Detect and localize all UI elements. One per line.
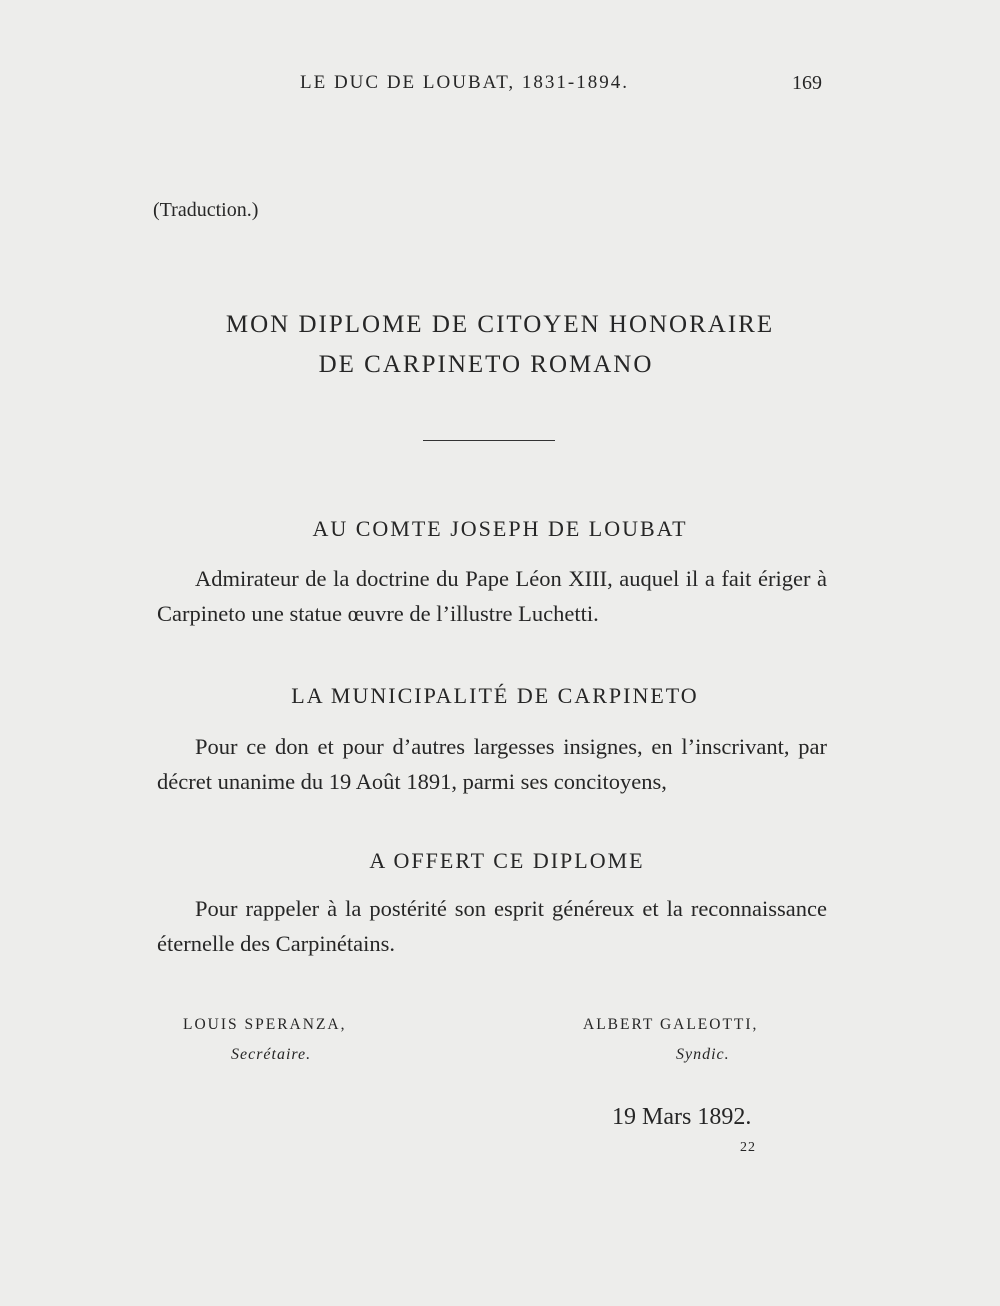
running-head: LE DUC DE LOUBAT, 1831-1894. [300, 72, 630, 93]
document-title-line-2: DE CARPINETO ROMANO [318, 351, 654, 378]
title-divider [423, 440, 555, 441]
paragraph-dedication [157, 561, 827, 631]
paragraph-decree [157, 729, 827, 799]
signature-right-title: Syndic. [676, 1046, 730, 1063]
document-date: 19 Mars 1892. [612, 1104, 752, 1130]
offer-heading: A OFFERT CE DIPLOME [369, 848, 645, 873]
signature-left-name: LOUIS SPERANZA, [183, 1016, 347, 1033]
paragraph-dedication-text: Admirateur de la doctrine du Pape Léon XIII, auquel il a fait ériger à Carpineto une statue œuvre de l’illustre Luchetti. [157, 566, 827, 626]
translation-note: (Traduction.) [153, 199, 259, 221]
signature-left-title: Secrétaire. [231, 1046, 312, 1063]
document-title-line-1: MON DIPLOME DE CITOYEN HONORAIRE [225, 311, 775, 338]
addressee-heading: AU COMTE JOSEPH DE LOUBAT [312, 516, 688, 541]
page-number: 169 [792, 72, 822, 94]
paragraph-purpose-text: Pour rappeler à la postérité son esprit généreux et la reconnaissance éternelle des Carpinétains. [157, 896, 827, 956]
paragraph-purpose [157, 891, 827, 961]
printer-signature-mark: 22 [740, 1140, 756, 1155]
municipality-heading: LA MUNICIPALITÉ DE CARPINETO [291, 683, 699, 708]
paragraph-decree-text: Pour ce don et pour d’autres largesses insignes, en l’inscrivant, par décret unanime du 19 Août 1891, parmi ses concitoyens, [157, 734, 827, 794]
signature-right-name: ALBERT GALEOTTI, [583, 1016, 759, 1033]
